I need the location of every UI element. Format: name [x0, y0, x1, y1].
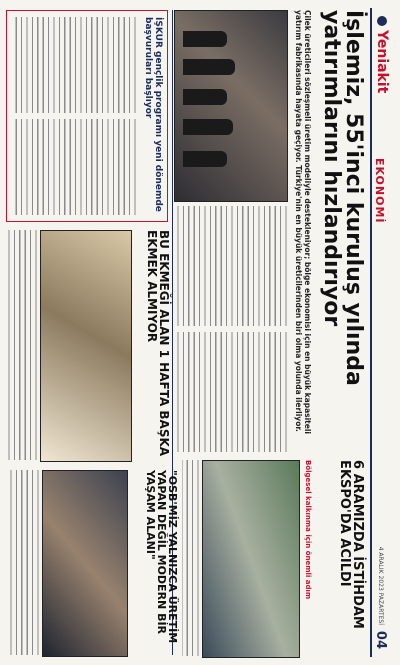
side-subhead: Bölgesel kalkınma için önemli adım — [304, 460, 312, 600]
side-photo — [202, 460, 300, 658]
bread-headline: BU EKMEĞİ ALAN 1 HAFTA BAŞKA EKMEK ALMIYOR — [144, 230, 171, 457]
main-deck: Çilek üreticileri sözleşmeli üretim modeliyle destekleniyor; bölge ekonomisi için en büyük kapasiteli yatırım fabrikasında hayata geçiyor. Türkiye'nin en büyük üreticilerinden biri olma yolunda ilerliyor. — [293, 10, 312, 434]
masthead — [370, 8, 394, 657]
box-title: İŞKUR gençlik programı yeni dönemde başvuruları başlıyor — [143, 17, 163, 212]
side-body — [182, 460, 200, 656]
logo-icon — [377, 16, 387, 26]
bread-body — [6, 230, 38, 460]
osb-headline: "OSB'MİZ YALNIZCA ÜRETİM YAPAN DEĞİL MODERN BİR YAŞAM ALANI" — [143, 470, 179, 644]
box-body-col-2 — [13, 119, 137, 215]
main-photo — [174, 10, 288, 202]
person-figure — [183, 119, 233, 135]
person-figure — [183, 151, 227, 167]
osb-photo — [42, 470, 128, 657]
brand-logo — [374, 16, 390, 93]
section-label: EKONOMİ — [373, 158, 386, 224]
bread-photo — [40, 230, 132, 462]
side-headline: 6 ARAMIZDA İSTİHDAM EKSPO'DA ACILDI — [336, 460, 365, 629]
osb-body — [6, 470, 40, 655]
main-body-col-2 — [176, 332, 288, 452]
issue-date: 4 ARALIK 2023 PAZARTESİ — [377, 546, 384, 625]
main-body-col-1 — [176, 206, 288, 326]
person-figure — [183, 89, 227, 105]
brand-name: Yeniakit — [374, 30, 390, 94]
box-body-col-1 — [13, 17, 137, 113]
person-figure — [183, 59, 235, 75]
person-figure — [183, 31, 227, 47]
main-headline: İşlemiz, 55'inci kuruluş yılında yatırımlarını hızlandırıyor — [318, 10, 366, 386]
info-box — [6, 10, 168, 222]
page-number: 04 — [373, 630, 388, 649]
